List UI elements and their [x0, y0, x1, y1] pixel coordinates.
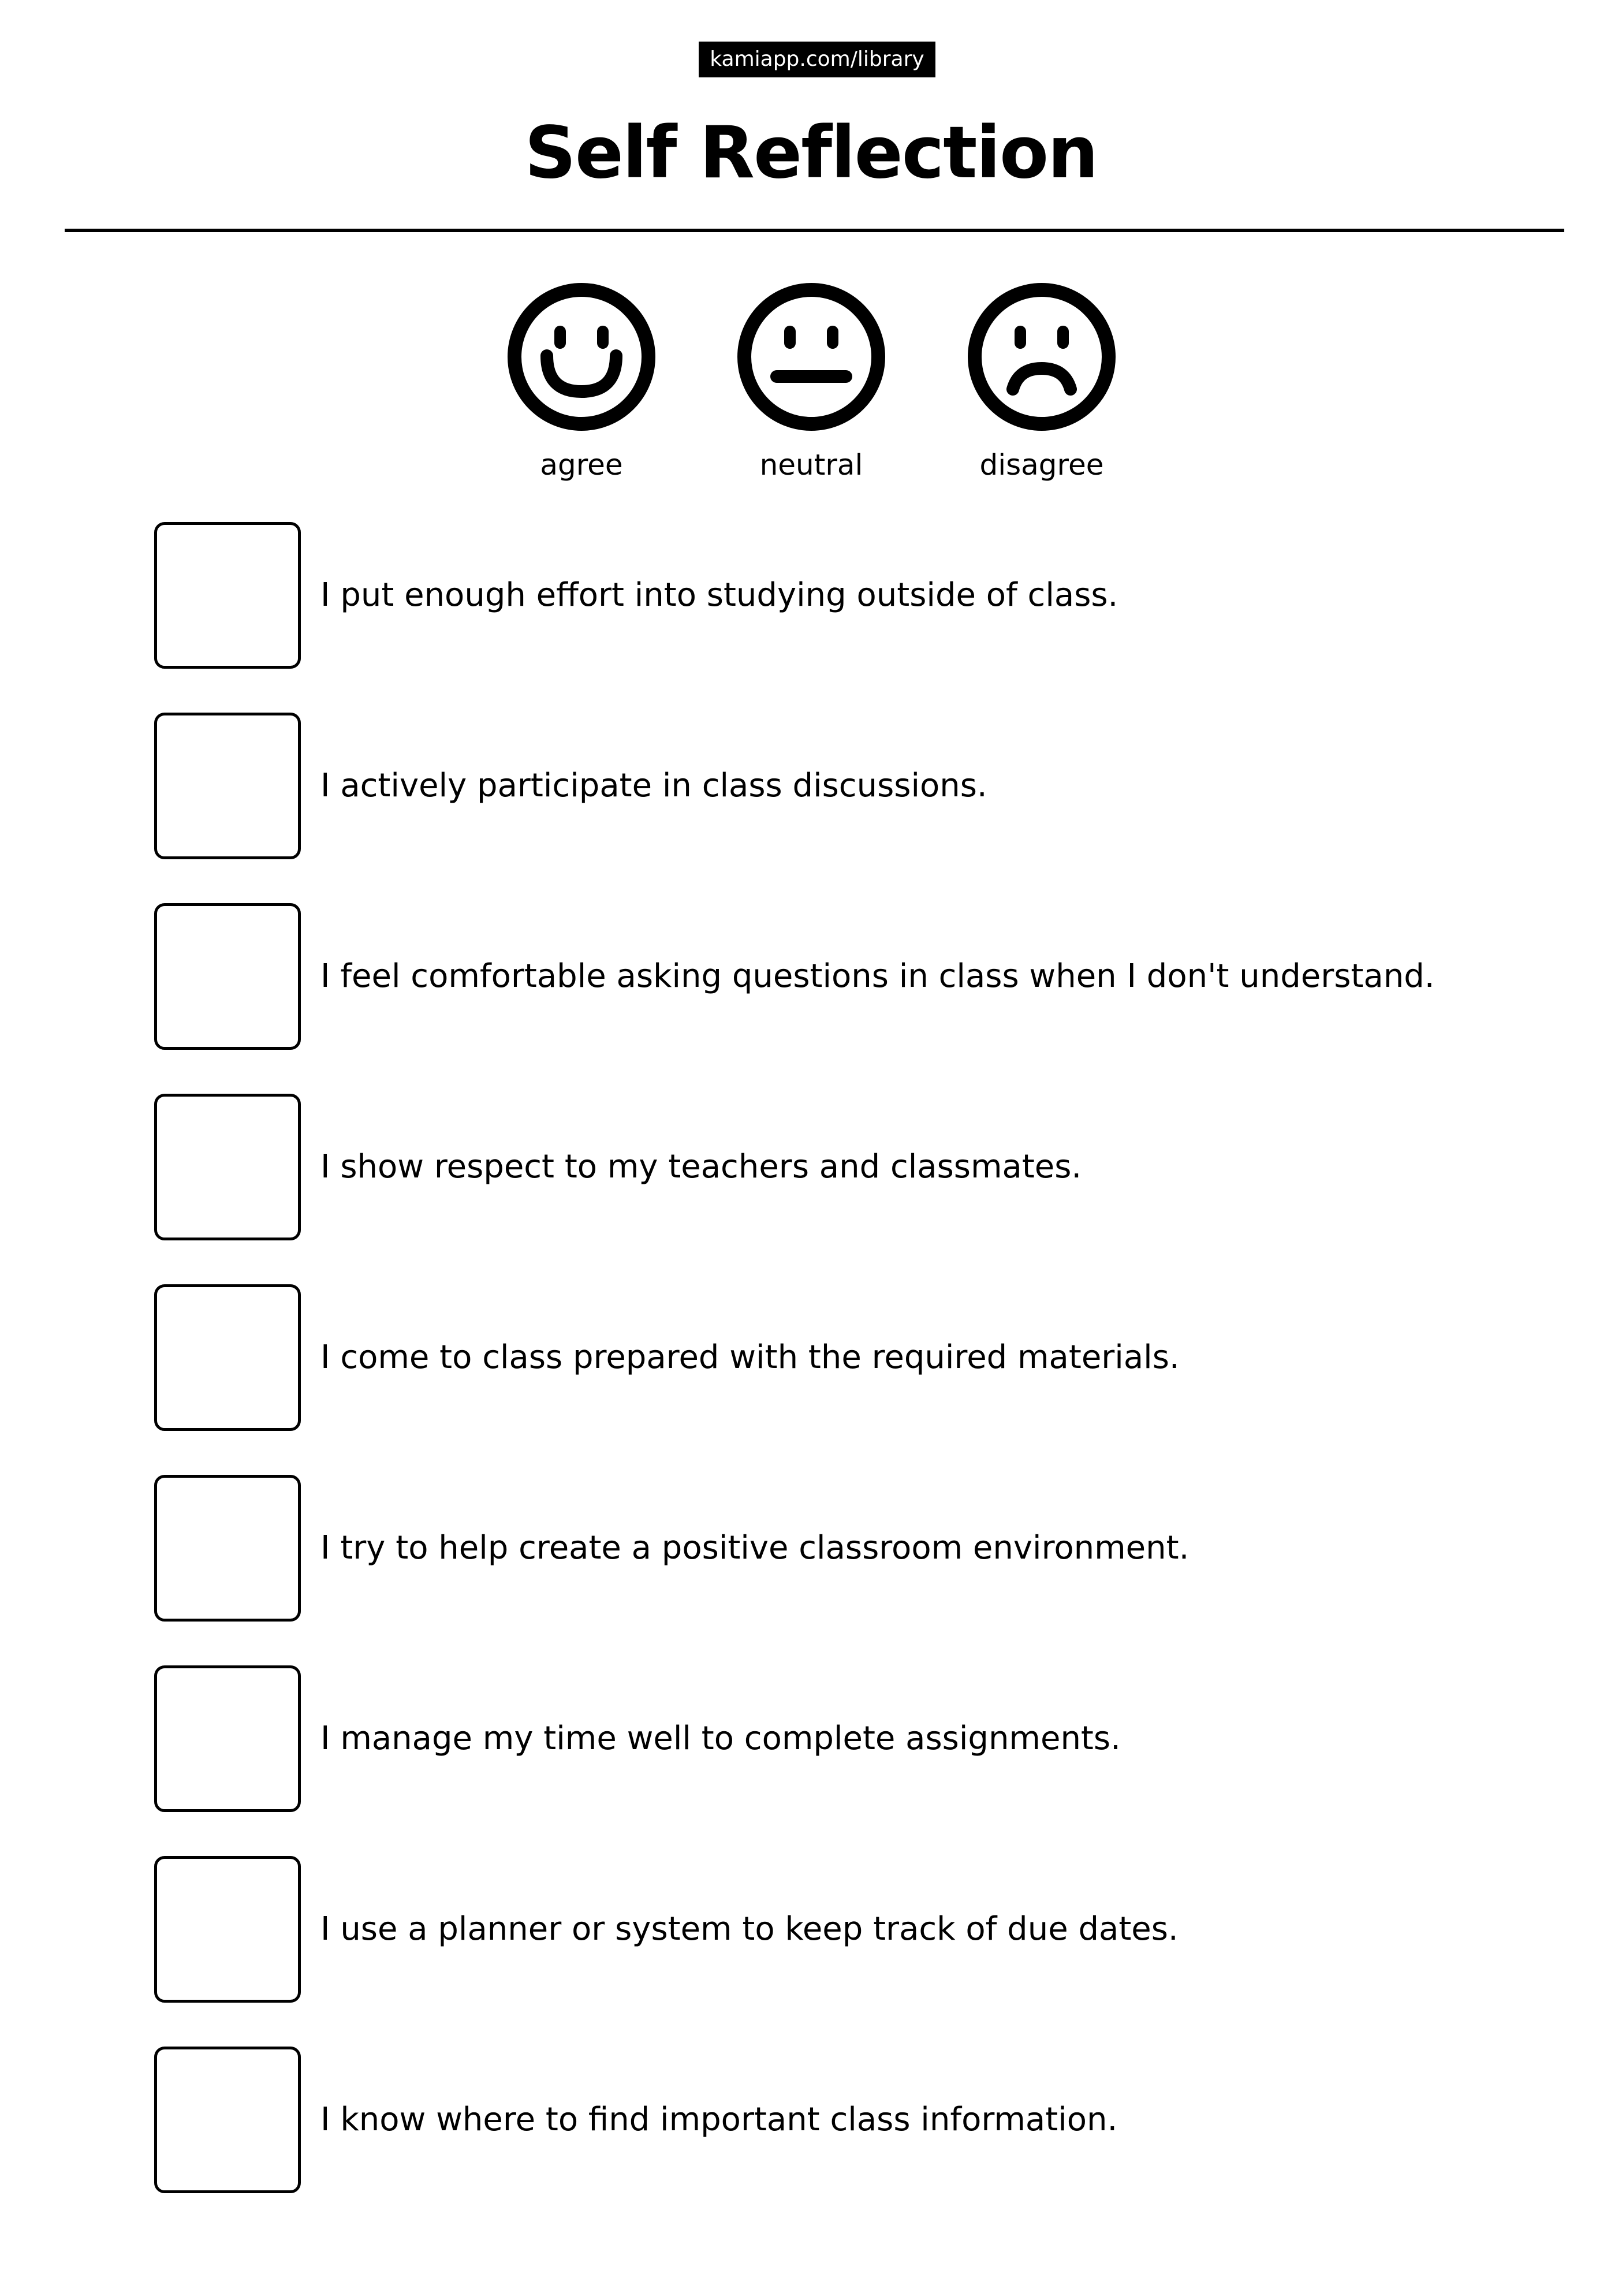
face-label-disagree: disagree	[979, 448, 1104, 482]
statement-text: I manage my time well to complete assignments.	[320, 1720, 1121, 1757]
statement-text: I actively participate in class discussions.	[320, 767, 987, 804]
statement-row	[154, 1475, 1569, 1622]
statement-text: I show respect to my teachers and classmates.	[320, 1148, 1082, 1186]
page-title: Self Reflection	[524, 111, 1098, 195]
statement-text: I come to class prepared with the required materials.	[320, 1339, 1180, 1376]
rating-box[interactable]	[154, 1094, 301, 1240]
statement-text: I put enough effort into studying outside of class.	[320, 576, 1118, 614]
source-url-tag: kamiapp.com/library	[699, 42, 935, 77]
rating-box[interactable]	[154, 2047, 301, 2193]
rating-box[interactable]	[154, 522, 301, 669]
rating-box[interactable]	[154, 903, 301, 1050]
statement-text: I know where to find important class information.	[320, 2101, 1118, 2138]
statement-row	[154, 1094, 1569, 1240]
statement-text: I try to help create a positive classroom environment.	[320, 1529, 1190, 1567]
statement-row	[154, 2047, 1569, 2193]
statement-row	[154, 522, 1569, 669]
face-label-agree: agree	[540, 448, 623, 482]
rating-box[interactable]	[154, 713, 301, 859]
face-label-neutral: neutral	[759, 448, 863, 482]
statement-text: I use a planner or system to keep track of due dates.	[320, 1910, 1179, 1948]
rating-box[interactable]	[154, 1665, 301, 1812]
statement-row	[154, 713, 1569, 859]
neutral-face-icon	[736, 282, 886, 432]
statement-row	[154, 1665, 1569, 1812]
statement-row	[154, 1284, 1569, 1431]
title-divider	[65, 229, 1564, 232]
statement-row	[154, 1856, 1569, 2003]
statement-row	[154, 903, 1569, 1050]
rating-box[interactable]	[154, 1475, 301, 1622]
rating-box[interactable]	[154, 1856, 301, 2003]
smiley-face-icon	[506, 282, 657, 432]
sad-face-icon	[967, 282, 1117, 432]
rating-box[interactable]	[154, 1284, 301, 1431]
statement-text: I feel comfortable asking questions in class when I don't understand.	[320, 957, 1435, 995]
